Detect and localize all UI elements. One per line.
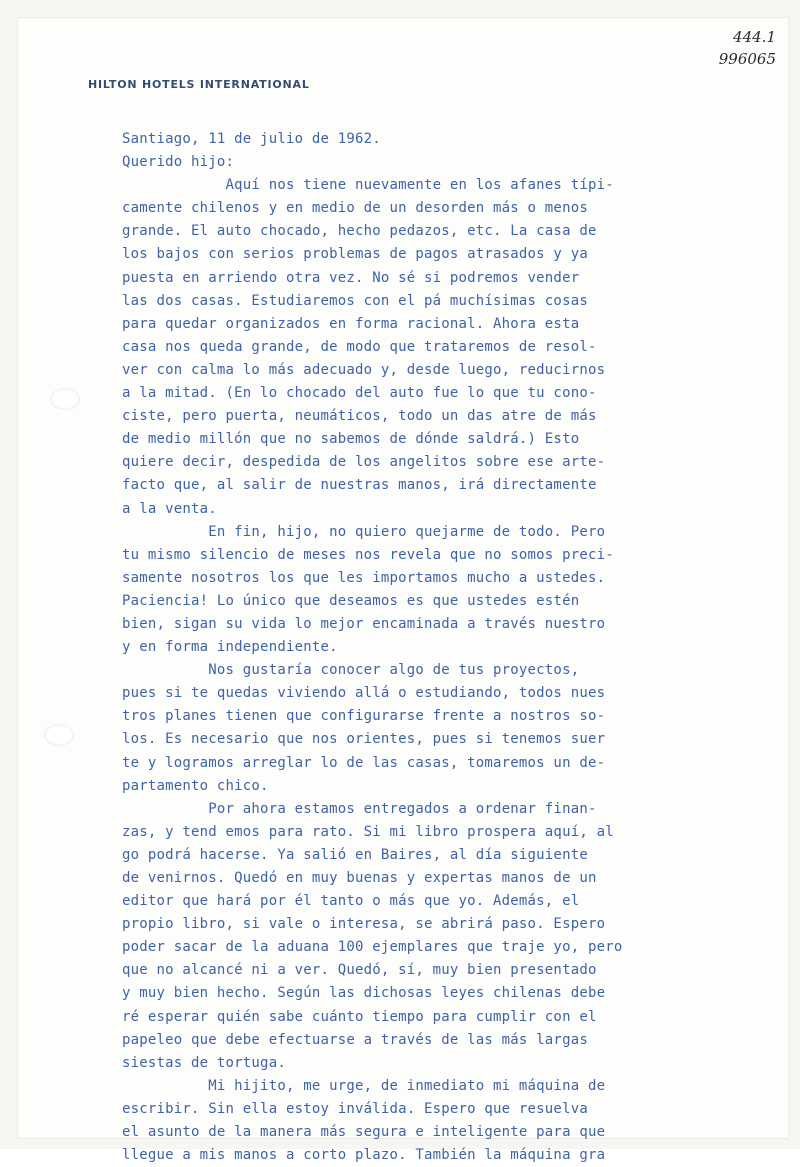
letter-line: siestas de tortuga. [122,1054,286,1071]
letter-line: bien, sigan su vida lo mejor encaminada a través nuestro [122,615,606,632]
letter-line: llegue a mis manos a corto plazo. También la máquina gra [122,1147,606,1164]
letter-line: casa nos queda grande, de modo que trataremos de resol- [122,338,597,355]
letter-line: go podrá hacerse. Ya salió en Baires, al día siguiente [122,846,588,863]
letter-line: quiere decir, despedida de los angelitos sobre ese arte- [122,454,606,471]
letterhead: HILTON HOTELS INTERNATIONAL [88,78,310,91]
letter-line: ciste, pero puerta, neumáticos, todo un das atre de más [122,408,597,425]
letter-line: Nos gustaría conocer algo de tus proyectos, [122,662,580,679]
letter-line: y en forma independiente. [122,639,338,656]
letter-line: los. Es necesario que nos orientes, pues si tenemos suer [122,731,606,748]
letter-line: el asunto de la manera más segura e inteligente para que [122,1124,606,1141]
letter-line: ver con calma lo más adecuado y, desde luego, reducirnos [122,361,606,378]
letter-line: Mi hijito, me urge, de inmediato mi máquina de [122,1077,606,1094]
letter-line: puesta en arriendo otra vez. No sé si podremos vender [122,269,580,286]
letter-line: Por ahora estamos entregados a ordenar finan- [122,800,597,817]
letter-line: de medio millón que no sabemos de dónde saldrá.) Esto [122,431,580,448]
letter-line: samente nosotros los que les importamos mucho a ustedes. [122,569,606,586]
letter-line: te y logramos arreglar lo de las casas, tomaremos un de- [122,754,606,771]
letter-line: tros planes tienen que configurarse frente a nostros so- [122,708,606,725]
letter-line: Paciencia! Lo único que deseamos es que ustedes estén [122,592,580,609]
letter-line: para quedar organizados en forma racional. Ahora esta [122,315,580,332]
letter-line: editor que hará por él tanto o más que yo. Además, el [122,893,580,910]
letter-line: zas, y tend emos para rato. Si mi libro prospera aquí, al [122,823,614,840]
letter-line: escribir. Sin ella estoy inválida. Espero que resuelva [122,1100,588,1117]
letter-line: camente chilenos y en medio de un desorden más o menos [122,200,588,217]
archive-handwritten-note [719,26,776,70]
letter-line: papeleo que debe efectuarse a través de las más largas [122,1031,588,1048]
letter-line: a la venta. [122,500,217,517]
letter-line: y muy bien hecho. Según las dichosas leyes chilenas debe [122,985,606,1002]
letter-line: facto que, al salir de nuestras manos, irá directamente [122,477,597,494]
letter-line: partamento chico. [122,777,269,794]
letter-line: Aquí nos tiene nuevamente en los afanes típi- [122,177,614,194]
punch-hole [50,388,80,410]
punch-hole [44,724,74,746]
letter-line: a la mitad. (En lo chocado del auto fue lo que tu cono- [122,385,597,402]
letter-line: En fin, hijo, no quiero quejarme de todo. Pero [122,523,606,540]
letter-line: de venirnos. Quedó en muy buenas y expertas manos de un [122,870,597,886]
letter-line: pues si te quedas viviendo allá o estudiando, todos nues [122,685,606,702]
letter-line: propio libro, si vale o interesa, se abrirá paso. Espero [122,916,606,933]
archive-note-line: 996065 [718,50,776,68]
letter-line: tu mismo silencio de meses nos revela que no somos preci- [122,546,614,563]
letter-line: que no alcancé ni a ver. Quedó, sí, muy bien presentado [122,962,597,979]
archive-note-line: 444.1 [733,28,776,46]
letter-line: las dos casas. Estudiaremos con el pá muchísimas cosas [122,292,588,309]
letter-line: los bajos con serios problemas de pagos atrasados y ya [122,246,588,263]
letter-line: poder sacar de la aduana 100 ejemplares que traje yo, pero [122,939,623,956]
letter-body [122,128,742,1167]
letter-line: Querido hijo: [122,154,235,171]
letter-line: Santiago, 11 de julio de 1962. [122,131,381,147]
letter-line: ré esperar quién sabe cuánto tiempo para cumplir con el [122,1008,597,1025]
letter-line: grande. El auto chocado, hecho pedazos, etc. La casa de [122,223,597,240]
